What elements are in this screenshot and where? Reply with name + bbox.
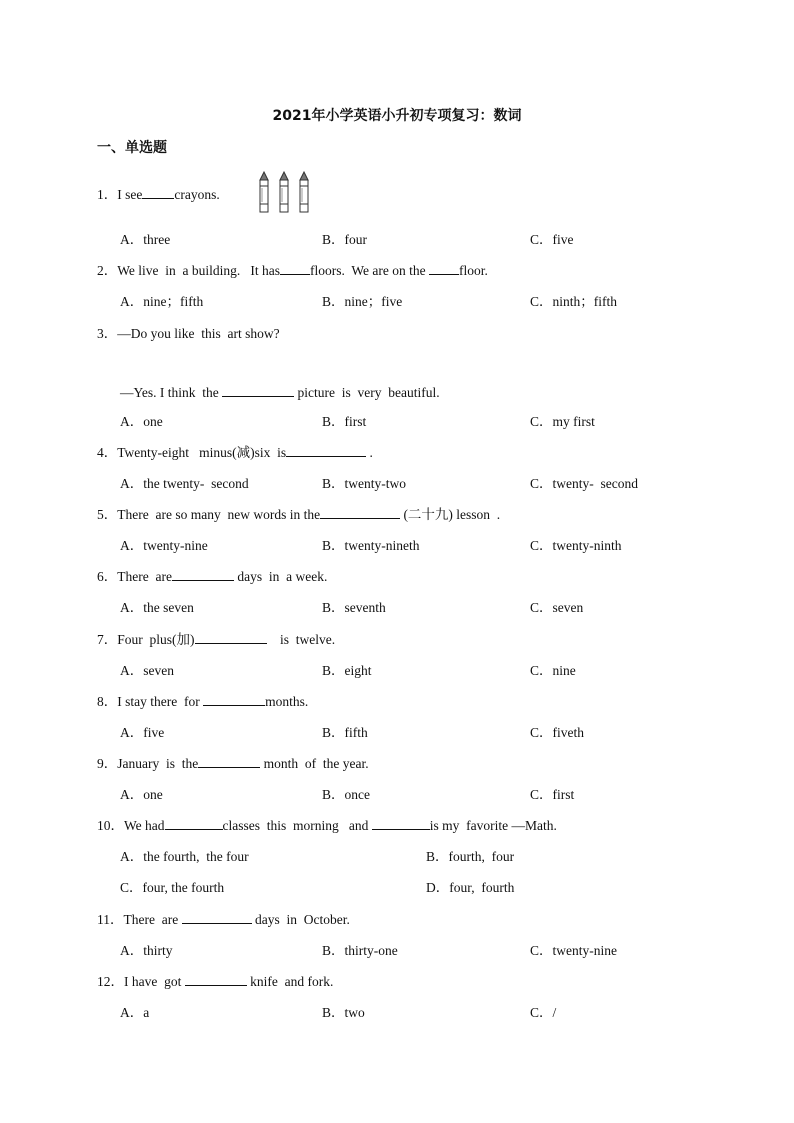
question-11: [97, 911, 350, 929]
question-4: [97, 444, 373, 462]
answer-blank: [320, 506, 400, 519]
option-b[interactable]: B．two: [322, 1005, 365, 1020]
option-b[interactable]: B．four: [322, 232, 367, 247]
answer-blank: [185, 973, 247, 986]
option-c[interactable]: C．seven: [530, 600, 584, 615]
option-c[interactable]: C．/: [530, 1005, 557, 1020]
crayons-image: [254, 170, 316, 216]
crayon-icon: [300, 172, 308, 212]
option-a[interactable]: A．the fourth, the four: [120, 849, 249, 864]
crayon-icon: [280, 172, 288, 212]
option-c[interactable]: C．my first: [530, 414, 595, 429]
option-c[interactable]: C．twenty- second: [530, 476, 638, 491]
option-b[interactable]: B．eight: [322, 663, 372, 678]
option-c[interactable]: C．five: [530, 232, 574, 247]
question-text: 8．I stay there for: [97, 694, 204, 709]
question-text: (二十九) lesson .: [400, 507, 501, 522]
question-text: 1．I see: [97, 187, 143, 202]
page-title: 2021年小学英语小升初专项复习：数词: [272, 108, 522, 124]
option-a[interactable]: A．one: [120, 414, 163, 429]
option-a[interactable]: A．twenty-nine: [120, 538, 208, 553]
option-a[interactable]: A．five: [120, 725, 165, 740]
question-9: [97, 755, 369, 773]
question-3-line-2: [120, 384, 440, 402]
crayon-icon: [260, 172, 268, 212]
question-5: [97, 506, 500, 524]
answer-blank: [165, 817, 223, 830]
question-2: [97, 262, 488, 280]
question-text: 9．January is the: [97, 756, 199, 771]
question-text: 6．There are: [97, 569, 172, 584]
section-heading: 一、单选题: [97, 140, 167, 156]
option-c[interactable]: C．twenty-ninth: [530, 538, 622, 553]
option-d[interactable]: D．four, fourth: [426, 880, 515, 895]
question-12: [97, 973, 333, 991]
option-a[interactable]: A．a: [120, 1005, 150, 1020]
option-b[interactable]: B．first: [322, 414, 367, 429]
question-text: 4．Twenty-eight minus(减)six is: [97, 445, 287, 460]
question-text: is my favorite —Math.: [429, 818, 557, 833]
option-b[interactable]: B．twenty-nineth: [322, 538, 420, 553]
answer-blank: [172, 568, 234, 581]
question-text: —Yes. I think the: [120, 385, 223, 400]
question-text: .: [366, 445, 373, 460]
option-c[interactable]: C．nine: [530, 663, 576, 678]
answer-blank: [429, 262, 459, 275]
option-a[interactable]: A．three: [120, 232, 171, 247]
answer-blank: [142, 186, 174, 199]
option-b[interactable]: B．nine；five: [322, 294, 403, 309]
option-c[interactable]: C．fiveth: [530, 725, 584, 740]
question-text: knife and fork.: [246, 974, 334, 989]
question-text: 5．There are so many new words in the: [97, 507, 321, 522]
question-text: crayons.: [174, 187, 220, 202]
option-a[interactable]: A．thirty: [120, 943, 173, 958]
question-text: days in a week.: [233, 569, 328, 584]
question-text: is twelve.: [266, 632, 336, 647]
question-text: classes this morning and: [222, 818, 372, 833]
question-6: [97, 568, 327, 586]
option-a[interactable]: A．nine；fifth: [120, 294, 204, 309]
option-b[interactable]: B．fifth: [322, 725, 368, 740]
question-text: days in October.: [251, 912, 350, 927]
question-text: floors. We are on the: [310, 263, 430, 278]
answer-blank: [222, 384, 294, 397]
answer-blank: [372, 817, 430, 830]
answer-blank: [203, 693, 265, 706]
option-c[interactable]: C．twenty-nine: [530, 943, 617, 958]
answer-blank: [195, 631, 267, 644]
question-text: month of the year.: [260, 756, 369, 771]
option-c[interactable]: C．first: [530, 787, 575, 802]
question-text: 2．We live in a building. It has: [97, 263, 281, 278]
answer-blank: [286, 444, 366, 457]
option-b[interactable]: B．thirty-one: [322, 943, 398, 958]
question-text: 10．We had: [97, 818, 165, 833]
option-b[interactable]: B．fourth, four: [426, 849, 515, 864]
question-3: 3．—Do you like this art show?: [97, 326, 280, 341]
option-a[interactable]: A．the twenty- second: [120, 476, 249, 491]
question-text: floor.: [459, 263, 488, 278]
answer-blank: [198, 755, 260, 768]
question-8: [97, 693, 308, 711]
option-c[interactable]: C．four, the fourth: [120, 880, 225, 895]
option-a[interactable]: A．one: [120, 787, 163, 802]
question-text: 7．Four plus(加): [97, 632, 195, 647]
option-b[interactable]: B．once: [322, 787, 370, 802]
option-b[interactable]: B．twenty-two: [322, 476, 406, 491]
option-b[interactable]: B．seventh: [322, 600, 386, 615]
answer-blank: [280, 262, 310, 275]
question-7: [97, 631, 335, 649]
option-a[interactable]: A．seven: [120, 663, 174, 678]
question-text: 12．I have got: [97, 974, 185, 989]
question-1: [97, 186, 220, 204]
option-c[interactable]: C．ninth；fifth: [530, 294, 617, 309]
answer-blank: [182, 911, 252, 924]
question-text: picture is very beautiful.: [294, 385, 440, 400]
option-a[interactable]: A．the seven: [120, 600, 194, 615]
question-text: months.: [265, 694, 309, 709]
question-10: [97, 817, 557, 835]
question-text: 11．There are: [97, 912, 182, 927]
